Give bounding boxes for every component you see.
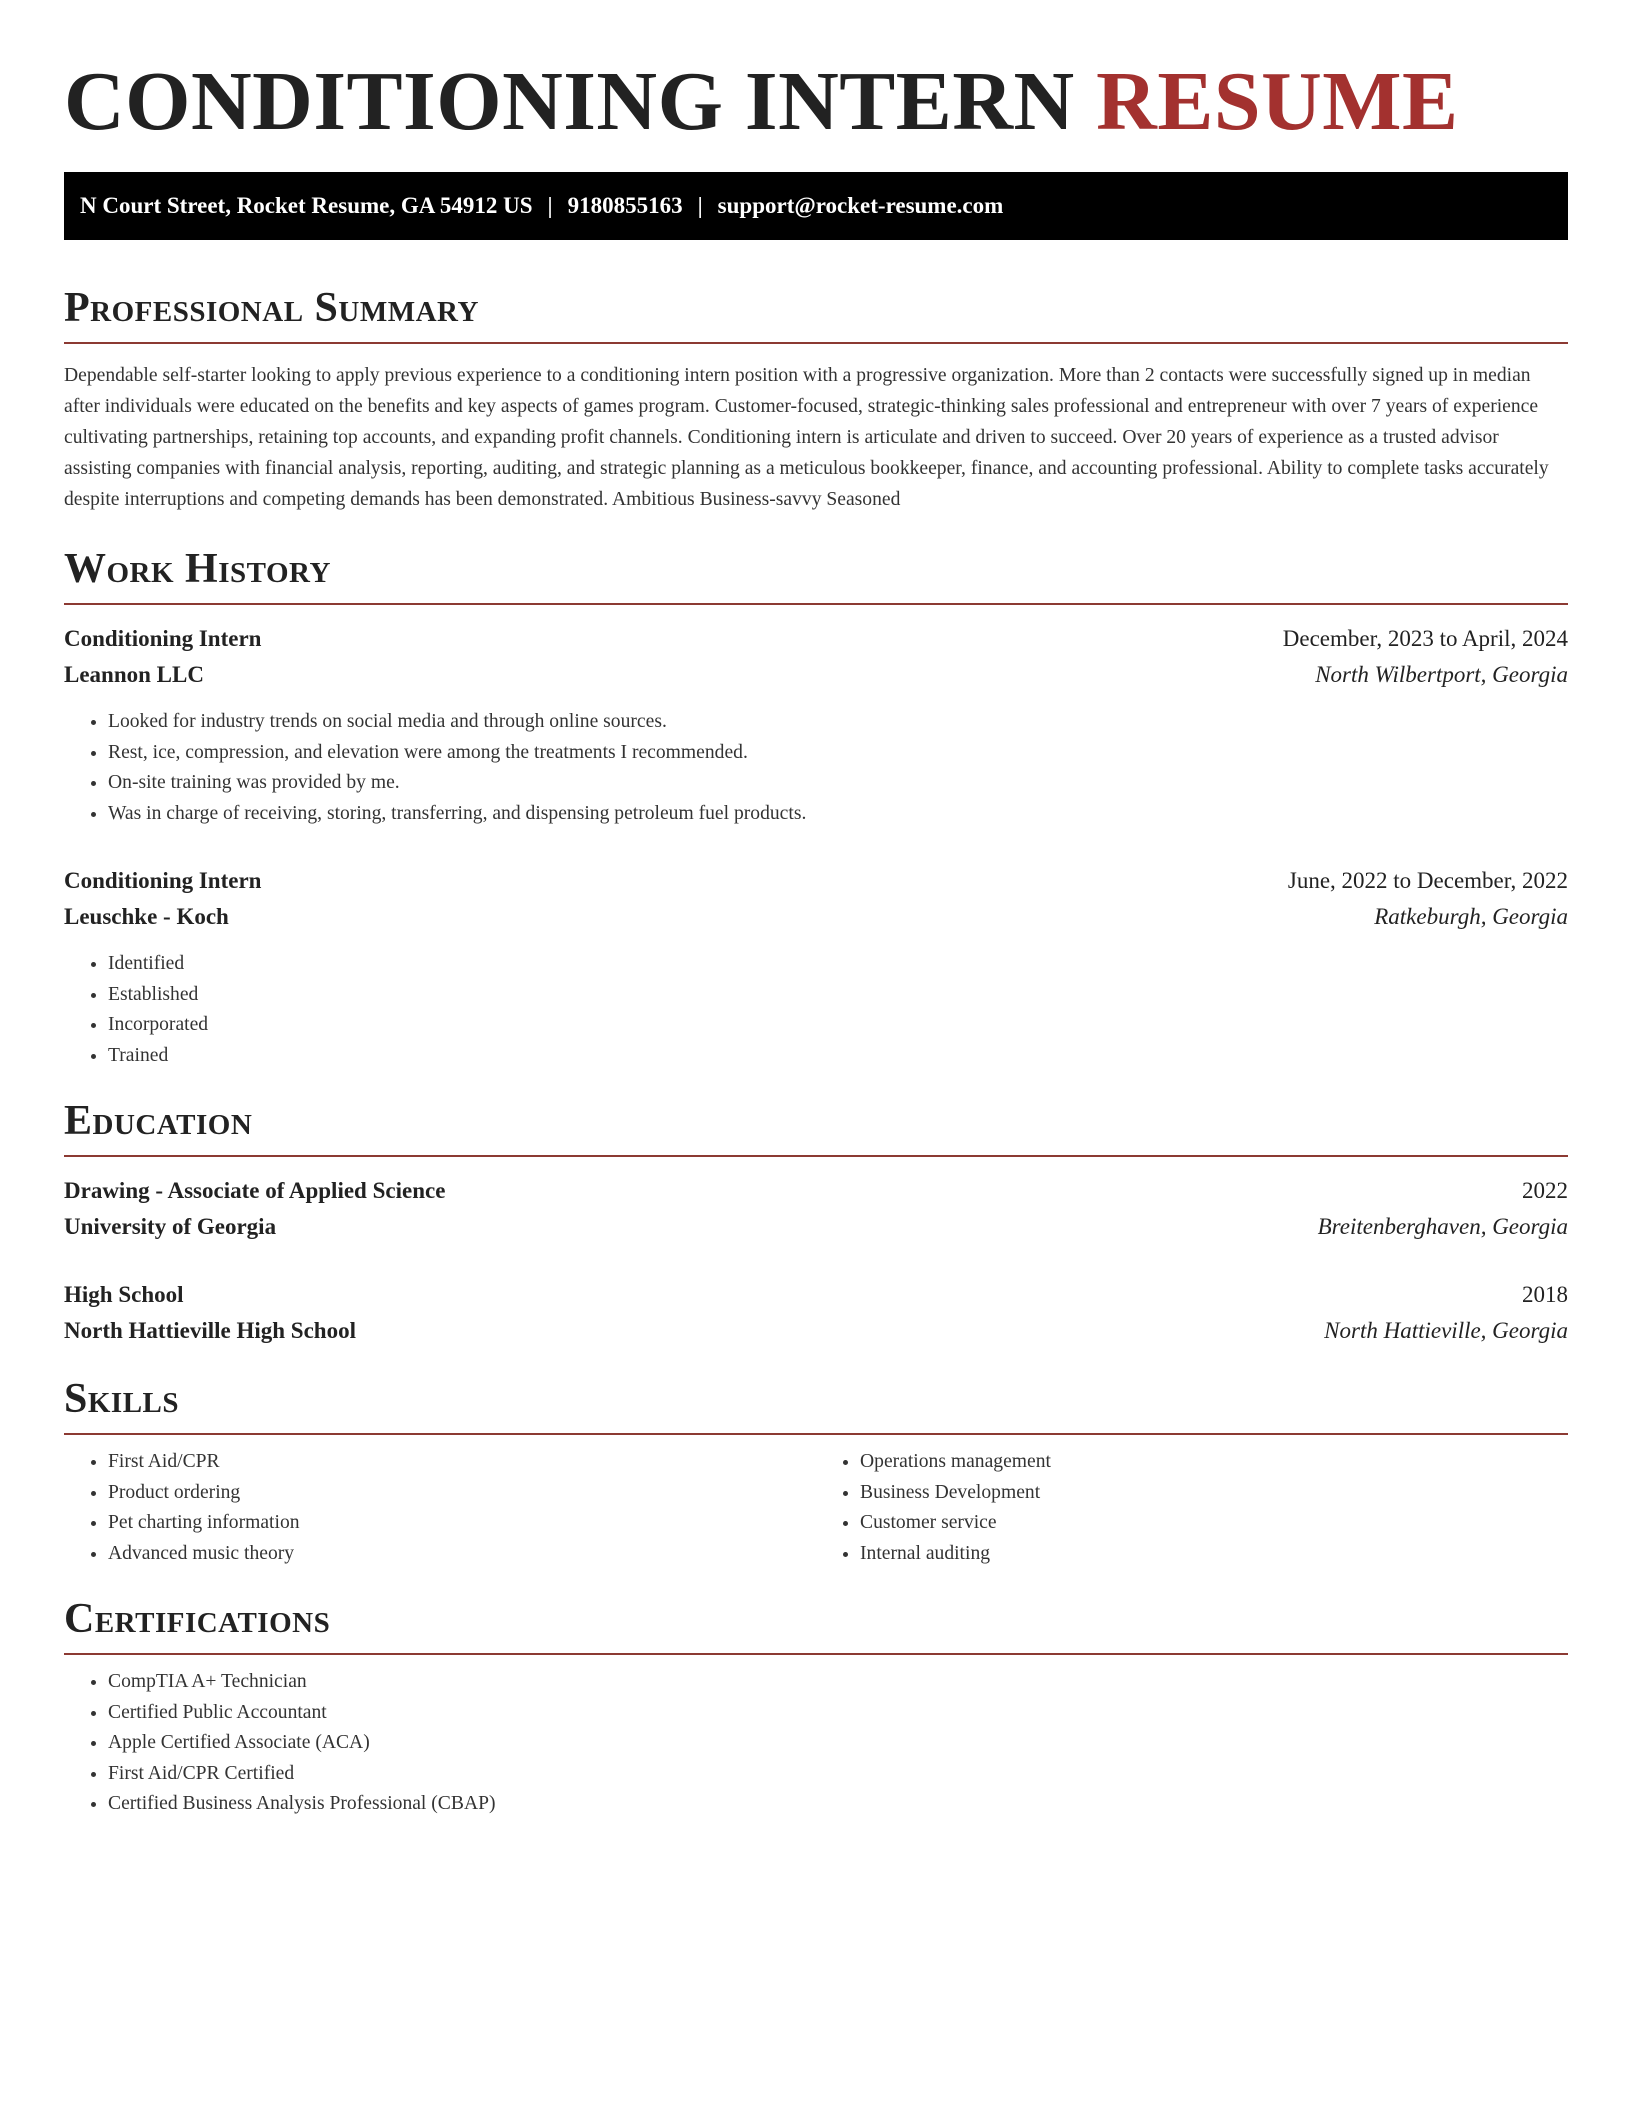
education-school: University of Georgia [64,1214,277,1239]
list-item: • Product ordering [108,1478,816,1509]
job-company: Leuschke - Koch [64,904,229,929]
contact-address: N Court Street, Rocket Resume, GA 54912 US [80,193,533,218]
education-header-row [64,1277,1568,1313]
title-main: CONDITIONING INTERN [64,55,1075,148]
list-item: • Trained [108,1041,1568,1072]
education-entry [64,1277,1568,1349]
job-entry [64,863,1568,1071]
list-item: • Operations management [860,1447,1568,1478]
list-item: • Identified [108,949,1568,980]
section-divider [64,1155,1568,1157]
list-item: • CompTIA A+ Technician [108,1667,1568,1698]
job-entry [64,621,1568,829]
skills-list-right [816,1447,1568,1569]
summary-text: Dependable self-starter looking to apply previous experience to a conditioning intern position with a progressive organization. More than 2 contacts were successfully signed up in median after individuals were educated on the benefits and key aspects of games program. Customer-focused, strategic-thinking sales professional and entrepreneur with over 7 years of experience cultivating partnerships, retaining top accounts, and expanding profit channels. Conditioning intern is articulate and driven to succeed. Over 20 years of experience as a trusted advisor assisting companies with financial analysis, reporting, auditing, and strategic planning as a meticulous bookkeeper, finance, and accounting professional. Ability to complete tasks accurately despite interruptions and competing demands has been demonstrated. Ambitious Business-savvy Seasoned [64,365,1549,510]
section-title-education: Education [64,1098,253,1144]
section-title-skills: Skills [64,1376,180,1422]
section-divider [64,342,1568,344]
list-item: • Incorporated [108,1010,1568,1041]
job-duties [64,707,1568,829]
job-location: Ratkeburgh, Georgia [1374,904,1568,929]
education-location: Breitenberghaven, Georgia [1317,1214,1568,1239]
job-dates: June, 2022 to December, 2022 [1287,868,1568,893]
summary-section [64,282,1568,515]
list-item: • Internal auditing [860,1539,1568,1570]
work-history-section [64,543,1568,1071]
skills-grid [64,1447,1568,1569]
job-header-row [64,863,1568,899]
education-school-row [64,1313,1568,1349]
list-item: • Customer service [860,1508,1568,1539]
section-divider [64,603,1568,605]
skills-section [64,1373,1568,1569]
education-school: North Hattieville High School [64,1318,356,1343]
list-item: • Certified Public Accountant [108,1698,1568,1729]
job-role: Conditioning Intern [64,626,262,651]
job-duties [64,949,1568,1071]
list-item: • Rest, ice, compression, and elevation were among the treatments I recommended. [108,738,1568,769]
section-title-certifications: Certifications [64,1596,331,1642]
contact-bar [64,172,1568,240]
job-header-row [64,621,1568,657]
contact-email[interactable]: support@rocket-resume.com [717,193,1004,218]
list-item: • Looked for industry trends on social media and through online sources. [108,707,1568,738]
job-company: Leannon LLC [64,662,204,687]
section-divider [64,1433,1568,1435]
title-accent: RESUME [1096,55,1459,148]
education-degree: Drawing - Associate of Applied Science [64,1178,446,1203]
education-entry [64,1173,1568,1245]
list-item: • First Aid/CPR [108,1447,816,1478]
list-item: • Pet charting information [108,1508,816,1539]
education-location: North Hattieville, Georgia [1324,1318,1568,1343]
certifications-list [64,1667,1568,1820]
education-year: 2018 [1522,1282,1568,1307]
education-section [64,1095,1568,1349]
education-header-row [64,1173,1568,1209]
education-year: 2022 [1522,1178,1568,1203]
contact-separator: | [697,193,703,218]
list-item: • Certified Business Analysis Professional (CBAP) [108,1789,1568,1820]
education-degree: High School [64,1282,184,1307]
resume-title [64,54,1568,150]
job-company-row [64,899,1568,935]
job-role: Conditioning Intern [64,868,262,893]
section-title-summary: Professional Summary [64,285,479,331]
list-item: • Was in charge of receiving, storing, transferring, and dispensing petroleum fuel products. [108,799,1568,830]
job-company-row [64,657,1568,693]
job-location: North Wilbertport, Georgia [1315,662,1568,687]
job-dates: December, 2023 to April, 2024 [1282,626,1568,651]
certifications-section [64,1593,1568,1820]
list-item: • On-site training was provided by me. [108,768,1568,799]
skills-list-left [64,1447,816,1569]
section-divider [64,1653,1568,1655]
education-school-row [64,1209,1568,1245]
contact-separator: | [547,193,553,218]
section-title-work-history: Work History [64,546,331,592]
list-item: • First Aid/CPR Certified [108,1759,1568,1790]
list-item: • Established [108,980,1568,1011]
contact-phone: 9180855163 [567,193,683,218]
list-item: • Advanced music theory [108,1539,816,1570]
list-item: • Business Development [860,1478,1568,1509]
list-item: • Apple Certified Associate (ACA) [108,1728,1568,1759]
